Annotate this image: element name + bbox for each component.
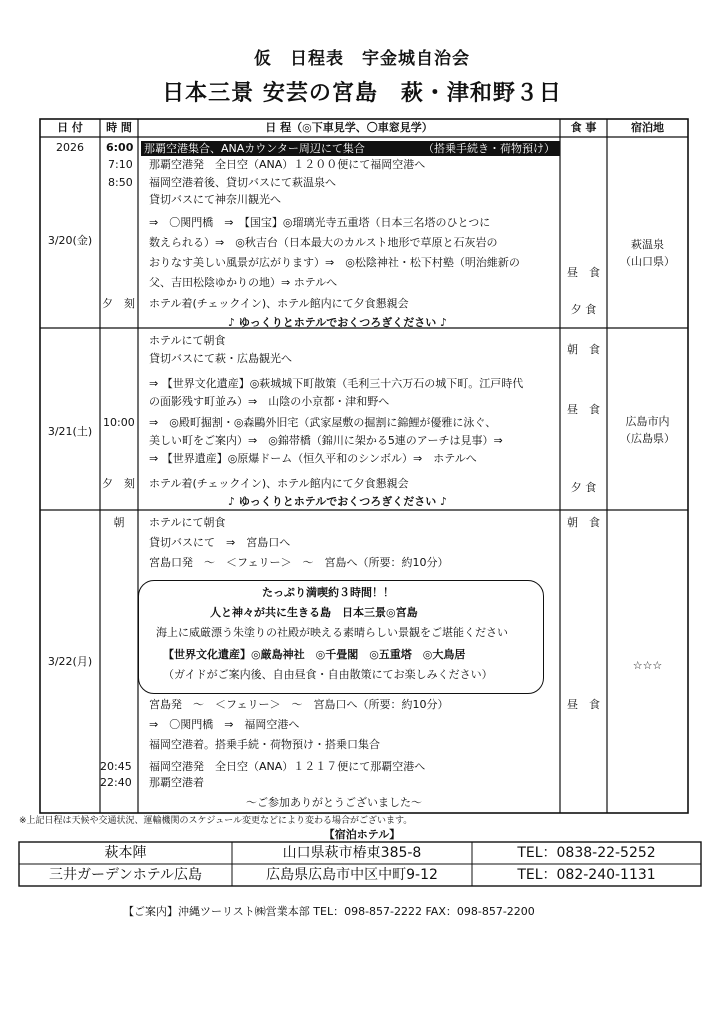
day3-line-4: 宮島発 ～ ＜フェリー＞ ～ 宮島口へ（所要：約10分） <box>149 698 449 711</box>
highlight-line-3: 海上に威厳漂う朱塗りの社殿が映える素晴らしい景観をご堪能ください <box>156 626 508 639</box>
header-time: 時 間 <box>106 121 132 134</box>
day2-time-5: 10:00 <box>103 416 135 429</box>
day2-meal-lunch: 昼 食 <box>567 403 600 416</box>
highlight-line-5: （ガイドがご案内後、自由昼食・自由散策にてお楽しみください） <box>163 668 493 681</box>
day3-date: 3/22(月) <box>47 655 93 668</box>
day3-time-7: 20:45 <box>100 760 132 773</box>
day2-line-3: ⇒ 【世界文化遺産】◎萩城城下町散策（毛利三十六万石の城下町。江戸時代 <box>149 377 524 390</box>
day1-year: 2026 <box>56 141 84 154</box>
day2-line-9: ♪ ゆっくりとホテルでおくつろぎください ♪ <box>228 495 448 508</box>
day1-line-8: 父、吉田松陰ゆかりの地）⇒ ホテルへ <box>149 276 338 289</box>
hotels-title: 【宿泊ホテル】 <box>323 828 401 841</box>
day3-line-9: ～ご参加ありがとうございました～ <box>246 796 422 809</box>
day3-meal-lunch: 昼 食 <box>567 698 600 711</box>
hotel-1-tel: TEL：0838-22-5252 <box>517 845 656 861</box>
day1-line-4: 貸切バスにて神奈川観光へ <box>149 193 281 206</box>
header-date: 日 付 <box>57 121 83 134</box>
day3-line-2: 貸切バスにて ⇒ 宮島口へ <box>149 536 291 549</box>
day2-meal-dinner: 夕 食 <box>570 481 597 494</box>
day1-line-3: 福岡空港着後、貸切バスにて萩温泉へ <box>149 176 336 189</box>
day1-meal-lunch: 昼 食 <box>567 266 600 279</box>
day3-time-8: 22:40 <box>100 776 132 789</box>
page-title: 日本三景 安芸の宮島 萩・津和野３日 <box>162 81 562 106</box>
header-lodging: 宿泊地 <box>631 121 664 134</box>
day3-meal-breakfast: 朝 食 <box>567 516 600 529</box>
day2-time-8: 夕 刻 <box>102 477 135 490</box>
day1-lodging-pref: （山口県） <box>620 255 675 268</box>
day3-line-3: 宮島口発 ～ ＜フェリー＞ ～ 宮島へ（所要：約10分） <box>149 556 449 569</box>
highlight-line-2: 人と神々が共に生きる島 日本三景◎宮島 <box>210 606 418 619</box>
day3-line-6: 福岡空港着。搭乗手続・荷物預け・搭乗口集合 <box>149 738 380 751</box>
day2-line-2: 貸切バスにて萩・広島観光へ <box>149 352 292 365</box>
day1-line-9: ホテル着(チェックイン)、ホテル館内にて夕食懇親会 <box>149 297 409 310</box>
day2-line-6: 美しい町をご案内）⇒ ◎錦帯橋（錦川に架かる5連のアーチは見事）⇒ <box>149 434 503 447</box>
hotel-1-address: 山口県萩市椿東385-8 <box>282 845 422 861</box>
day2-line-4: の面影残す町並み）⇒ 山陰の小京都・津和野へ <box>149 395 390 408</box>
day2-line-8: ホテル着(チェックイン)、ホテル館内にて夕食懇親会 <box>149 477 409 490</box>
day1-line-10: ♪ ゆっくりとホテルでおくつろぎください ♪ <box>228 316 448 329</box>
contact-info: 【ご案内】沖縄ツーリスト㈱営業本部 TEL：098-857-2222 FAX：098-857-2200 <box>123 905 535 918</box>
schedule-note: ※上記日程は天候や交通状況、運輸機関のスケジュール変更などにより変わる場合がございます。 <box>19 816 413 826</box>
day1-time-3: 8:50 <box>108 176 133 189</box>
hotel-2-address: 広島県広島市中区中町9-12 <box>266 867 438 883</box>
day1-meeting-text: 那覇空港集合、ANAカウンター周辺にて集合 <box>144 142 365 155</box>
header-itinerary: 日 程（◎下車見学、〇車窓見学） <box>265 121 433 134</box>
day1-line-5: ⇒ 〇関門橋 ⇒ 【国宝】◎瑠璃光寺五重塔（日本三名塔のひとつに <box>149 216 491 229</box>
day1-time-2: 7:10 <box>108 158 133 171</box>
day2-lodging: 広島市内 <box>625 415 670 428</box>
hotel-1-name: 萩本陣 <box>104 845 147 861</box>
day1-line-6: 数えられる）⇒ ◎秋吉台（日本最大のカルスト地形で草原と石灰岩の <box>149 236 498 249</box>
day1-meeting-note: （搭乗手続き・荷物預け） <box>423 142 555 155</box>
day1-date: 3/20(金) <box>47 234 93 247</box>
day2-line-5: ⇒ ◎殿町掘割・◎森鷗外旧宅（武家屋敷の掘割に錦鯉が優雅に泳ぐ、 <box>149 416 497 429</box>
day1-lodging: 萩温泉 <box>631 238 664 251</box>
highlight-line-4: 【世界文化遺産】◎厳島神社 ◎千畳閣 ◎五重塔 ◎大鳥居 <box>163 648 466 661</box>
day3-line-7: 福岡空港発 全日空（ANA）１２１７便にて那覇空港へ <box>149 760 426 773</box>
day3-line-5: ⇒ 〇関門橋 ⇒ 福岡空港へ <box>149 718 300 731</box>
page-subtitle: 仮 日程表 宇金城自治会 <box>254 49 470 69</box>
header-meals: 食 事 <box>570 121 597 134</box>
day1-time-9: 夕 刻 <box>102 297 135 310</box>
day3-time-1: 朝 <box>113 516 125 529</box>
day1-meal-dinner: 夕 食 <box>570 303 597 316</box>
hotel-2-tel: TEL：082-240-1131 <box>517 867 656 883</box>
highlight-line-1: たっぷり満喫約３時間！！ <box>262 586 394 599</box>
day2-line-7: ⇒ 【世界遺産】◎原爆ドーム（恒久平和のシンボル）⇒ ホテルへ <box>149 452 477 465</box>
day3-line-8: 那覇空港着 <box>149 776 204 789</box>
day3-lodging: ☆☆☆ <box>632 659 663 672</box>
day2-date: 3/21(土) <box>47 425 93 438</box>
day2-lodging-pref: （広島県） <box>620 432 675 445</box>
day1-line-2: 那覇空港発 全日空（ANA）１２００便にて福岡空港へ <box>149 158 426 171</box>
day2-line-1: ホテルにて朝食 <box>149 334 226 347</box>
day3-line-1: ホテルにて朝食 <box>149 516 226 529</box>
hotel-2-name: 三井ガーデンホテル広島 <box>48 867 203 883</box>
day1-meeting-bar <box>141 141 560 156</box>
day1-line-7: おりなす美しい風景が広がります）⇒ ◎松陰神社・松下村塾（明治維新の <box>149 256 520 269</box>
day1-time-1: 6:00 <box>106 141 134 154</box>
day2-meal-breakfast: 朝 食 <box>567 343 600 356</box>
